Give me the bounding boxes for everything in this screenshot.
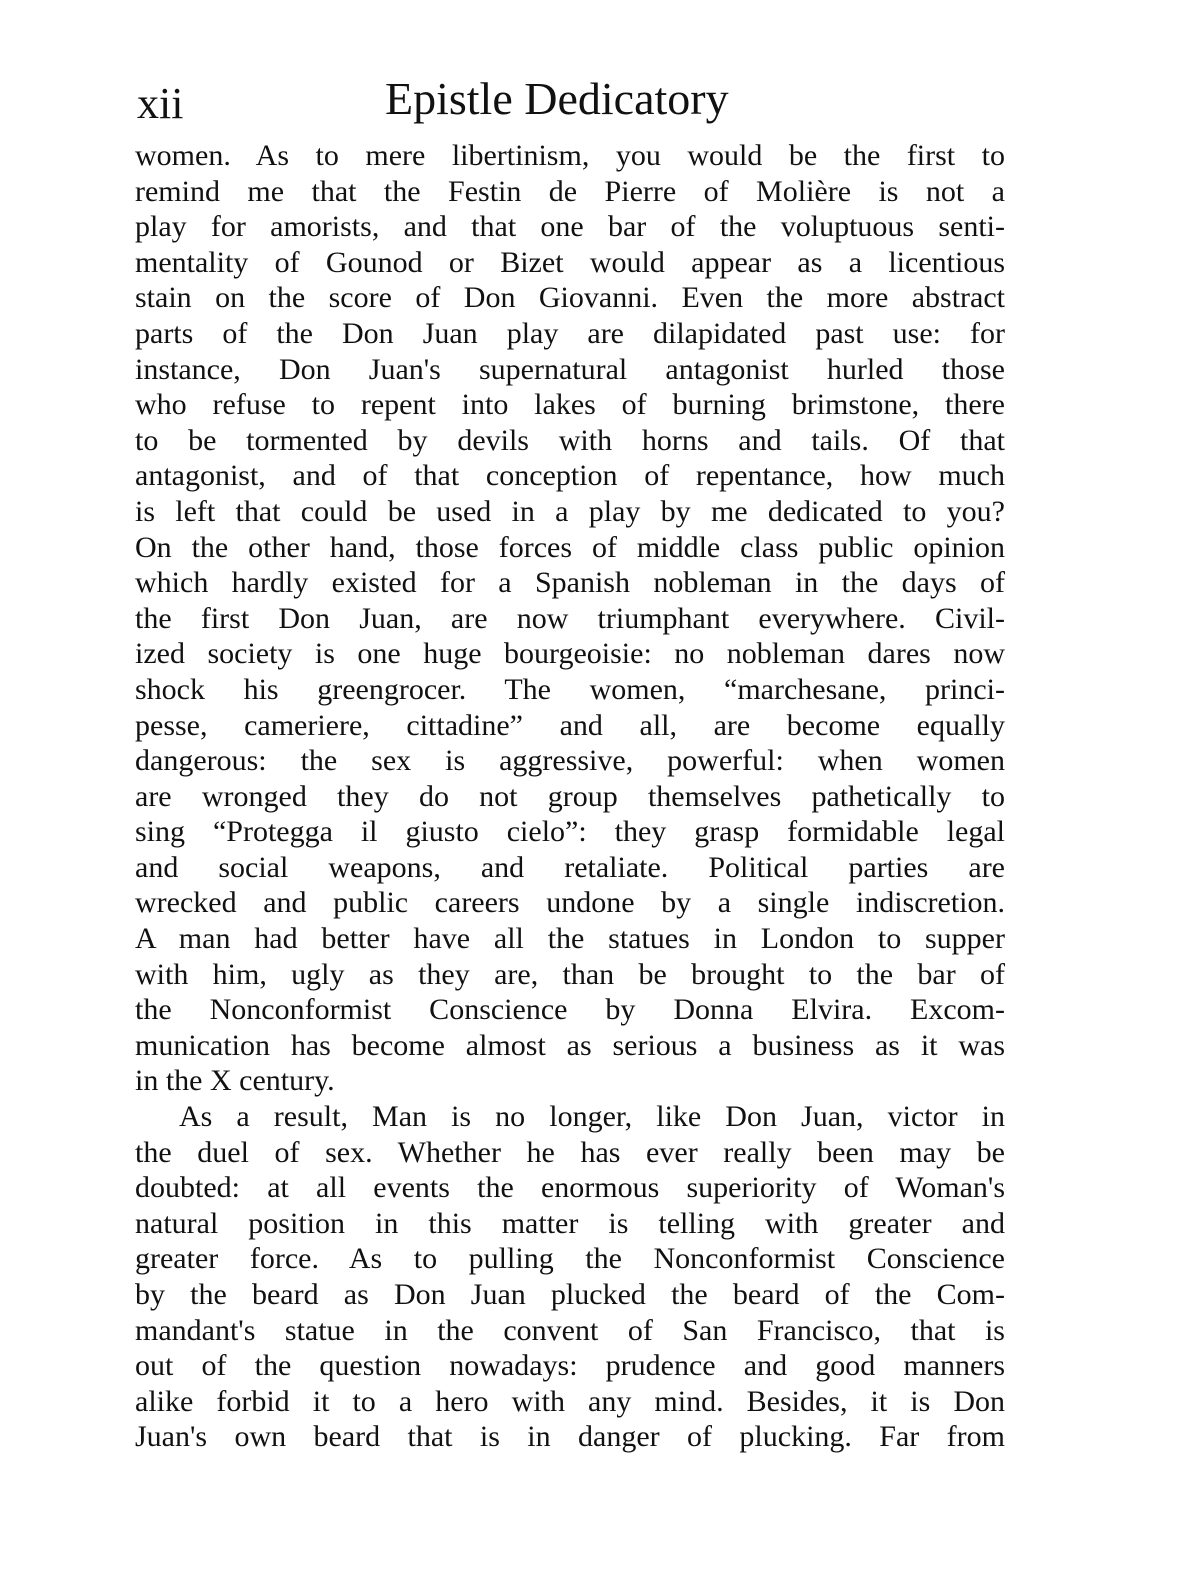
text-line: is left that could be used in a play by me dedicated to you?: [135, 494, 1005, 528]
text-line: to be tormented by devils with horns and tails. Of that: [135, 423, 1005, 457]
text-line: are wronged they do not group themselves pathetically to: [135, 779, 1005, 813]
text-line: A man had better have all the statues in London to supper: [135, 922, 1005, 956]
text-line: parts of the Don Juan play are dilapidated past use: for: [135, 316, 1005, 350]
text-line: greater force. As to pulling the Nonconformist Conscience: [135, 1242, 1005, 1276]
text-line: stain on the score of Don Giovanni. Even the more abstract: [135, 281, 1005, 315]
text-line: munication has become almost as serious a business as it was: [135, 1028, 1005, 1062]
text-line: Juan's own beard that is in danger of plucking. Far from: [135, 1420, 1005, 1454]
text-line: remind me that the Festin de Pierre of Molière is not a: [135, 174, 1005, 208]
text-line: mandant's statue in the convent of San Francisco, that is: [135, 1313, 1005, 1347]
text-line: by the beard as Don Juan plucked the beard of the Com-: [135, 1278, 1005, 1311]
text-line: the Nonconformist Conscience by Donna Elvira. Excom-: [135, 993, 1005, 1027]
text-line: ized society is one huge bourgeoisie: no nobleman dares now: [135, 637, 1005, 671]
text-line: mentality of Gounod or Bizet would appear as a licentious: [135, 245, 1005, 279]
text-line: pesse, cameriere, cittadine” and all, are become equally: [135, 708, 1005, 742]
text-line: As a result, Man is no longer, like Don Juan, victor in: [179, 1100, 1005, 1134]
text-line: doubted: at all events the enormous superiority of Woman's: [135, 1171, 1005, 1205]
running-title: Epistle Dedicatory: [385, 73, 729, 124]
text-line: dangerous: the sex is aggressive, powerful: when women: [135, 744, 1005, 778]
text-line: which hardly existed for a Spanish nobleman in the days of: [135, 566, 1005, 600]
text-line: in the X century.: [135, 1064, 335, 1098]
text-line: and social weapons, and retaliate. Political parties are: [135, 850, 1005, 884]
text-line: antagonist, and of that conception of repentance, how much: [135, 459, 1005, 493]
text-line: with him, ugly as they are, than be brought to the bar of: [135, 957, 1005, 991]
text-line: instance, Don Juan's supernatural antagonist hurled those: [135, 352, 1005, 386]
text-line: out of the question nowadays: prudence and good manners: [135, 1349, 1005, 1383]
text-line: the duel of sex. Whether he has ever really been may be: [135, 1135, 1005, 1169]
text-line: play for amorists, and that one bar of the voluptuous senti-: [135, 210, 1005, 244]
text-line: wrecked and public careers undone by a single indiscretion.: [135, 886, 1005, 920]
page-number: xii: [137, 79, 184, 128]
text-line: women. As to mere libertinism, you would be the first to: [135, 139, 1005, 172]
body-text: [135, 138, 1005, 1455]
text-line: alike forbid it to a hero with any mind. Besides, it is Don: [135, 1384, 1005, 1418]
text-line: the first Don Juan, are now triumphant everywhere. Civil-: [135, 601, 1005, 635]
text-line: who refuse to repent into lakes of burning brimstone, there: [135, 388, 1005, 422]
text-line: shock his greengrocer. The women, “marchesane, princi-: [135, 672, 1005, 706]
text-line: On the other hand, those forces of middle class public opinion: [135, 530, 1005, 564]
text-line: natural position in this matter is telling with greater and: [135, 1206, 1005, 1240]
text-line: sing “Protegga il giusto cielo”: they grasp formidable legal: [135, 815, 1005, 849]
